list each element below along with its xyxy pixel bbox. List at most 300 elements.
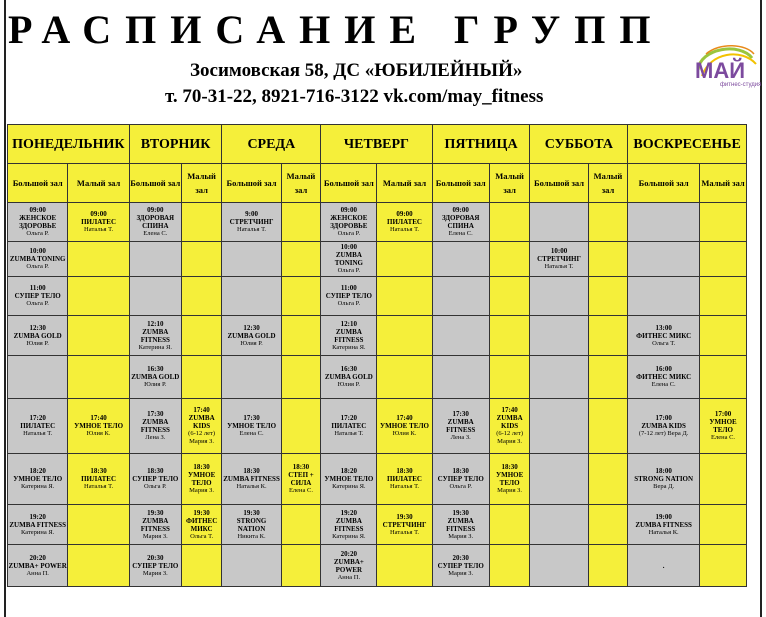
schedule-cell <box>628 454 700 505</box>
class-time: 17:20 <box>29 414 46 422</box>
class-time: 11:00 <box>340 284 357 292</box>
schedule-cell <box>281 454 321 505</box>
schedule-cell <box>8 454 68 505</box>
schedule-cell <box>68 203 129 242</box>
schedule-cell <box>281 277 321 316</box>
class-name: ZUMBA FITNESS <box>223 475 280 483</box>
schedule-cell <box>8 399 68 454</box>
schedule-cell <box>489 545 530 587</box>
class-time: 18:30 <box>90 467 107 475</box>
class-name: ZUMBA KIDS <box>496 414 523 430</box>
schedule-cell <box>68 277 129 316</box>
class-name: УМНОЕ ТЕЛО <box>324 475 374 483</box>
schedule-cell <box>321 277 377 316</box>
schedule-cell <box>628 316 700 356</box>
class-trainer: Вера Д. <box>653 483 675 490</box>
class-time: 17:40 <box>90 414 107 422</box>
class-trainer: Мария З. <box>497 487 523 494</box>
schedule-row <box>8 454 747 505</box>
class-name: ZUMBA KIDS <box>641 422 686 430</box>
class-trainer: Наталья Т. <box>237 226 267 233</box>
class-trainer: Катерина Я. <box>332 483 366 490</box>
schedule-cell <box>530 277 588 316</box>
class-name: ZUMBA FITNESS <box>446 516 476 533</box>
day-header: ВТОРНИК <box>129 125 222 164</box>
class-name: ФИТНЕС МИКС <box>185 516 218 533</box>
day-header: ЧЕТВЕРГ <box>321 125 432 164</box>
schedule-cell <box>432 454 489 505</box>
schedule-cell <box>530 545 588 587</box>
schedule-cell <box>432 545 489 587</box>
class-time: 18:30 <box>452 467 469 475</box>
class-time: 17:40 <box>396 414 413 422</box>
class-time: 12:10 <box>340 319 358 328</box>
schedule-cell <box>321 356 377 399</box>
schedule-cell <box>321 242 377 277</box>
class-time: 09:00 <box>396 210 413 218</box>
class-time: 18:30 <box>501 463 518 471</box>
class-time: 12:30 <box>243 323 260 332</box>
small-hall-header: Малый зал <box>281 164 321 203</box>
schedule-cell <box>181 277 222 316</box>
class-time: 19:30 <box>147 508 164 517</box>
class-name: ПИЛАТЕС <box>81 218 117 226</box>
class-name: ЗДОРОВАЯ СПИНА <box>136 214 175 230</box>
class-trainer: Катерина Я. <box>138 343 172 351</box>
class-trainer: Ольга Т. <box>652 339 676 347</box>
schedule-table <box>7 124 747 587</box>
class-trainer: Мария З. <box>189 487 215 494</box>
class-name: ZUMBA FITNESS <box>140 418 170 434</box>
schedule-cell <box>68 242 129 277</box>
schedule-cell <box>489 203 530 242</box>
class-time: 09:00 <box>147 206 164 214</box>
schedule-cell <box>181 399 222 454</box>
class-time: 19:20 <box>29 512 46 521</box>
schedule-cell <box>628 505 700 545</box>
class-name: ZUMBA TONING <box>9 255 66 263</box>
class-trainer: Ольга Р. <box>449 483 472 490</box>
class-trainer: Мария З. <box>448 532 474 540</box>
schedule-cell <box>129 356 181 399</box>
class-trainer: Анна П. <box>337 573 361 581</box>
schedule-cell <box>222 203 281 242</box>
class-time: 20:30 <box>147 553 164 562</box>
schedule-cell <box>432 316 489 356</box>
class-name: ФИТНЕС МИКС <box>636 331 692 340</box>
schedule-cell <box>700 242 747 277</box>
schedule-cell <box>432 399 489 454</box>
schedule-cell <box>222 277 281 316</box>
class-trainer: Мария З. <box>142 569 168 577</box>
schedule-cell <box>377 242 432 277</box>
schedule-cell <box>530 242 588 277</box>
schedule-cell <box>129 316 181 356</box>
schedule-cell <box>588 399 628 454</box>
class-time: 19:00 <box>655 512 672 521</box>
schedule-cell <box>432 203 489 242</box>
class-time: 18:30 <box>147 467 164 475</box>
class-trainer: Елена С. <box>711 434 736 441</box>
day-header: ВОСКРЕСЕНЬЕ <box>628 125 747 164</box>
class-name: УМНОЕ ТЕЛО <box>13 475 63 483</box>
class-time: 19:30 <box>396 512 413 521</box>
schedule-cell <box>700 316 747 356</box>
schedule-cell <box>321 399 377 454</box>
schedule-cell <box>489 277 530 316</box>
schedule-cell <box>321 505 377 545</box>
class-time: 17:20 <box>340 414 358 422</box>
schedule-cell <box>68 316 129 356</box>
schedule-cell <box>588 454 628 505</box>
schedule-cell <box>588 242 628 277</box>
schedule-cell <box>377 316 432 356</box>
big-hall-header: Большой зал <box>628 164 700 203</box>
class-trainer: Наталья К. <box>648 528 679 536</box>
class-trainer: (6-12 лет) Мария З. <box>188 430 216 445</box>
schedule-cell <box>129 505 181 545</box>
schedule-cell <box>222 545 281 587</box>
class-time: 18:30 <box>396 467 413 475</box>
schedule-cell <box>68 545 129 587</box>
schedule-cell <box>377 545 432 587</box>
schedule-cell <box>489 454 530 505</box>
day-header-row <box>8 125 747 164</box>
schedule-cell <box>321 545 377 587</box>
class-name: ZUMBA GOLD <box>227 331 276 340</box>
schedule-cell <box>222 399 281 454</box>
class-time: 16:30 <box>147 365 164 373</box>
big-hall-header: Большой зал <box>432 164 489 203</box>
schedule-cell <box>432 505 489 545</box>
hall-header-row <box>8 164 747 203</box>
class-trainer: Наталья Т. <box>389 483 420 490</box>
class-time: 20:30 <box>452 553 469 562</box>
schedule-cell <box>530 505 588 545</box>
schedule-cell <box>222 242 281 277</box>
class-name: ЖЕНСКОЕ ЗДОРОВЬЕ <box>330 214 368 230</box>
address-text: Зосимовская 58, ДС «ЮБИЛЕЙНЫЙ» <box>190 60 523 81</box>
class-trainer: Юлия К. <box>86 430 111 437</box>
schedule-cell <box>628 545 700 587</box>
schedule-cell <box>281 203 321 242</box>
small-hall-header: Малый зал <box>181 164 222 203</box>
small-hall-header: Малый зал <box>588 164 628 203</box>
class-name: ПИЛАТЕС <box>20 422 56 430</box>
class-name: ЗДОРОВАЯ СПИНА <box>441 214 480 230</box>
class-trainer: Катерина Я. <box>20 483 55 490</box>
schedule-cell <box>222 356 281 399</box>
schedule-cell <box>628 277 700 316</box>
schedule-cell <box>489 242 530 277</box>
class-time: 13:00 <box>655 323 672 332</box>
small-hall-header: Малый зал <box>700 164 747 203</box>
schedule-cell <box>628 356 700 399</box>
class-name: ПИЛАТЕС <box>81 475 117 483</box>
class-time: 10:00 <box>550 247 568 255</box>
schedule-cell <box>129 242 181 277</box>
schedule-cell <box>588 356 628 399</box>
class-time: 18:30 <box>243 467 260 475</box>
schedule-cell <box>181 545 222 587</box>
class-time: 18:20 <box>29 467 46 475</box>
class-time: 19:30 <box>243 508 260 517</box>
logo <box>690 40 762 100</box>
class-time: 10:00 <box>29 247 46 255</box>
class-name: УМНОЕ ТЕЛО <box>187 471 216 487</box>
class-name: ZUMBA TONING <box>334 251 363 267</box>
class-trainer: Ольга Р. <box>144 483 167 490</box>
schedule-cell <box>222 316 281 356</box>
class-trainer: Мария З. <box>448 569 474 577</box>
page-title: РАСПИСАНИЕ ГРУПП <box>8 7 665 52</box>
class-time: 09:00 <box>29 206 46 214</box>
class-trainer: Никита К. <box>237 532 266 540</box>
schedule-cell <box>377 454 432 505</box>
class-time: 16:00 <box>655 365 672 373</box>
class-time: 20:20 <box>340 549 358 558</box>
class-name: УМНОЕ ТЕЛО <box>227 422 277 430</box>
schedule-cell <box>8 316 68 356</box>
class-name: СТЕП + СИЛА <box>288 471 314 487</box>
class-name: УМНОЕ ТЕЛО <box>74 422 124 430</box>
class-time: 09:00 <box>90 210 107 218</box>
class-time: 12:30 <box>29 323 46 332</box>
class-trainer: Юлия Р. <box>240 339 263 347</box>
class-name: ZUMBA FITNESS <box>334 327 364 344</box>
schedule-cell <box>588 203 628 242</box>
schedule-row <box>8 356 747 399</box>
schedule-cell <box>281 545 321 587</box>
class-name: СУПЕР ТЕЛО <box>437 475 484 483</box>
class-trainer: Елена С. <box>288 487 313 494</box>
schedule-cell <box>8 277 68 316</box>
class-trainer: Наталья Т. <box>334 430 364 437</box>
class-trainer: Ольга Р. <box>26 300 49 307</box>
schedule-cell <box>530 203 588 242</box>
class-trainer: Катерина Я. <box>332 532 366 540</box>
schedule-cell <box>489 316 530 356</box>
schedule-cell <box>129 454 181 505</box>
class-trainer: Ольга Р. <box>337 300 361 307</box>
schedule-cell <box>281 316 321 356</box>
class-name: СТРЕТЧИНГ <box>537 255 581 263</box>
class-trainer: Катерина Я. <box>20 528 55 536</box>
class-name: . <box>662 561 665 570</box>
class-time: 19:30 <box>193 508 210 517</box>
schedule-cell <box>377 277 432 316</box>
schedule-cell <box>700 545 747 587</box>
schedule-cell <box>700 399 747 454</box>
class-time: 18:20 <box>340 467 358 475</box>
schedule-cell <box>8 242 68 277</box>
schedule-cell <box>377 505 432 545</box>
class-time: 19:20 <box>340 508 358 517</box>
class-name: ZUMBA FITNESS <box>9 520 66 529</box>
class-name: ZUMBA FITNESS <box>334 516 364 533</box>
class-trainer: Наталья Т. <box>544 263 574 270</box>
class-name: ZUMBA FITNESS <box>140 327 170 344</box>
class-time: 17:00 <box>655 414 672 422</box>
class-trainer: Лена З. <box>145 434 166 441</box>
class-name: ФИТНЕС МИКС <box>636 373 692 381</box>
class-trainer: Ольга Р. <box>337 267 361 274</box>
schedule-cell <box>432 356 489 399</box>
class-trainer: Наталья Т. <box>389 226 420 233</box>
schedule-cell <box>530 399 588 454</box>
schedule-row <box>8 545 747 587</box>
class-trainer: Ольга Р. <box>26 230 49 237</box>
class-trainer: Наталья Т. <box>23 430 53 437</box>
day-header: ПЯТНИЦА <box>432 125 530 164</box>
day-header: ПОНЕДЕЛЬНИК <box>8 125 130 164</box>
schedule-cell <box>628 399 700 454</box>
class-name: ПИЛАТЕС <box>331 422 367 430</box>
small-hall-header: Малый зал <box>489 164 530 203</box>
schedule-cell <box>8 356 68 399</box>
class-time: 20:20 <box>29 553 46 562</box>
class-time: 16:30 <box>340 365 358 373</box>
class-name: ПИЛАТЕС <box>387 218 422 226</box>
class-time: 17:30 <box>147 410 164 418</box>
schedule-cell <box>68 505 129 545</box>
class-name: СУПЕР ТЕЛО <box>14 292 61 300</box>
schedule-row <box>8 399 747 454</box>
schedule-row <box>8 203 747 242</box>
schedule-cell <box>181 242 222 277</box>
class-trainer: Ольга Р. <box>337 230 361 237</box>
class-time: 09:00 <box>340 206 358 214</box>
schedule-cell <box>530 454 588 505</box>
class-name: ZUMBA FITNESS <box>635 520 692 529</box>
schedule-cell <box>700 356 747 399</box>
class-time: 17:30 <box>243 414 260 422</box>
class-trainer: Наталья Т. <box>84 483 114 490</box>
class-name: СТРЕТЧИНГ <box>382 520 427 529</box>
class-name: СУПЕР ТЕЛО <box>437 561 484 570</box>
schedule-cell <box>432 242 489 277</box>
big-hall-header: Большой зал <box>321 164 377 203</box>
class-time: 17:40 <box>501 406 518 414</box>
class-name: ZUMBA+ POWER <box>8 561 67 570</box>
class-name: ЖЕНСКОЕ ЗДОРОВЬЕ <box>19 214 57 230</box>
small-hall-header: Малый зал <box>68 164 129 203</box>
day-header: СУББОТА <box>530 125 628 164</box>
schedule-cell <box>222 505 281 545</box>
schedule-cell <box>588 545 628 587</box>
schedule-cell <box>377 399 432 454</box>
schedule-cell <box>129 545 181 587</box>
class-name: ZUMBA+ POWER <box>333 557 364 574</box>
schedule-cell <box>489 356 530 399</box>
class-name: УМНОЕ ТЕЛО <box>380 422 429 430</box>
schedule-cell <box>181 356 222 399</box>
schedule-cell <box>129 277 181 316</box>
schedule-cell <box>8 545 68 587</box>
schedule-cell <box>588 505 628 545</box>
schedule-cell <box>281 505 321 545</box>
schedule-row <box>8 242 747 277</box>
class-time: 17:30 <box>452 410 469 418</box>
schedule-cell <box>68 454 129 505</box>
schedule-cell <box>377 356 432 399</box>
class-name: УМНОЕ ТЕЛО <box>495 471 524 487</box>
schedule-row <box>8 505 747 545</box>
schedule-cell <box>489 399 530 454</box>
schedule-cell <box>281 399 321 454</box>
day-header: СРЕДА <box>222 125 321 164</box>
schedule-cell <box>700 203 747 242</box>
class-trainer: Мария З. <box>142 532 168 540</box>
class-time: 17:00 <box>714 410 732 418</box>
class-trainer: Юлия Р. <box>337 381 361 388</box>
big-hall-header: Большой зал <box>8 164 68 203</box>
schedule-cell <box>281 242 321 277</box>
class-trainer: (6-12 лет) Мария З. <box>496 430 524 445</box>
class-name: STRONG NATION <box>236 516 267 533</box>
schedule-row <box>8 316 747 356</box>
class-trainer: Елена С. <box>448 230 473 237</box>
class-name: ZUMBA KIDS <box>188 414 215 430</box>
schedule-cell <box>8 203 68 242</box>
schedule-cell <box>700 505 747 545</box>
class-trainer: Наталья Т. <box>389 528 420 536</box>
class-name: ZUMBA GOLD <box>13 331 62 340</box>
schedule-cell <box>8 505 68 545</box>
class-time: 09:00 <box>452 206 469 214</box>
schedule-cell <box>68 399 129 454</box>
class-time: 18:30 <box>193 463 210 471</box>
class-time: 12:10 <box>147 319 164 328</box>
class-time: 18:30 <box>292 463 310 471</box>
class-name: СУПЕР ТЕЛО <box>325 292 372 300</box>
class-trainer: Юлия Р. <box>144 381 167 388</box>
logo-subtitle: фитнес-студия <box>720 82 762 88</box>
class-trainer: Елена С. <box>143 230 168 237</box>
schedule-cell <box>129 203 181 242</box>
class-trainer: Наталья К. <box>236 483 267 490</box>
schedule-cell <box>281 356 321 399</box>
schedule-cell <box>181 505 222 545</box>
class-time: 19:30 <box>452 508 469 517</box>
schedule-cell <box>530 356 588 399</box>
schedule-cell <box>700 454 747 505</box>
schedule-cell <box>68 356 129 399</box>
big-hall-header: Большой зал <box>530 164 588 203</box>
class-name: ZUMBA GOLD <box>324 373 373 381</box>
class-trainer: Юлия К. <box>392 430 417 437</box>
class-trainer: Анна П. <box>26 569 49 577</box>
class-trainer: Елена С. <box>651 381 676 388</box>
class-trainer: Елена С. <box>239 430 264 437</box>
schedule-cell <box>628 242 700 277</box>
schedule-cell <box>530 316 588 356</box>
class-name: СУПЕР ТЕЛО <box>132 475 179 483</box>
schedule-cell <box>181 316 222 356</box>
small-hall-header: Малый зал <box>377 164 432 203</box>
contacts-text: т. 70-31-22, 8921-716-3122 vk.com/may_fitness <box>165 86 544 107</box>
schedule-cell <box>377 203 432 242</box>
schedule-cell <box>321 316 377 356</box>
logo-text: МАЙ <box>695 58 746 83</box>
class-trainer: Ольга Р. <box>26 263 49 270</box>
class-time: 18:00 <box>655 467 672 475</box>
schedule-cell <box>181 454 222 505</box>
schedule-cell <box>588 277 628 316</box>
class-name: ZUMBA FITNESS <box>446 418 476 434</box>
schedule-cell <box>321 454 377 505</box>
schedule-cell <box>181 203 222 242</box>
